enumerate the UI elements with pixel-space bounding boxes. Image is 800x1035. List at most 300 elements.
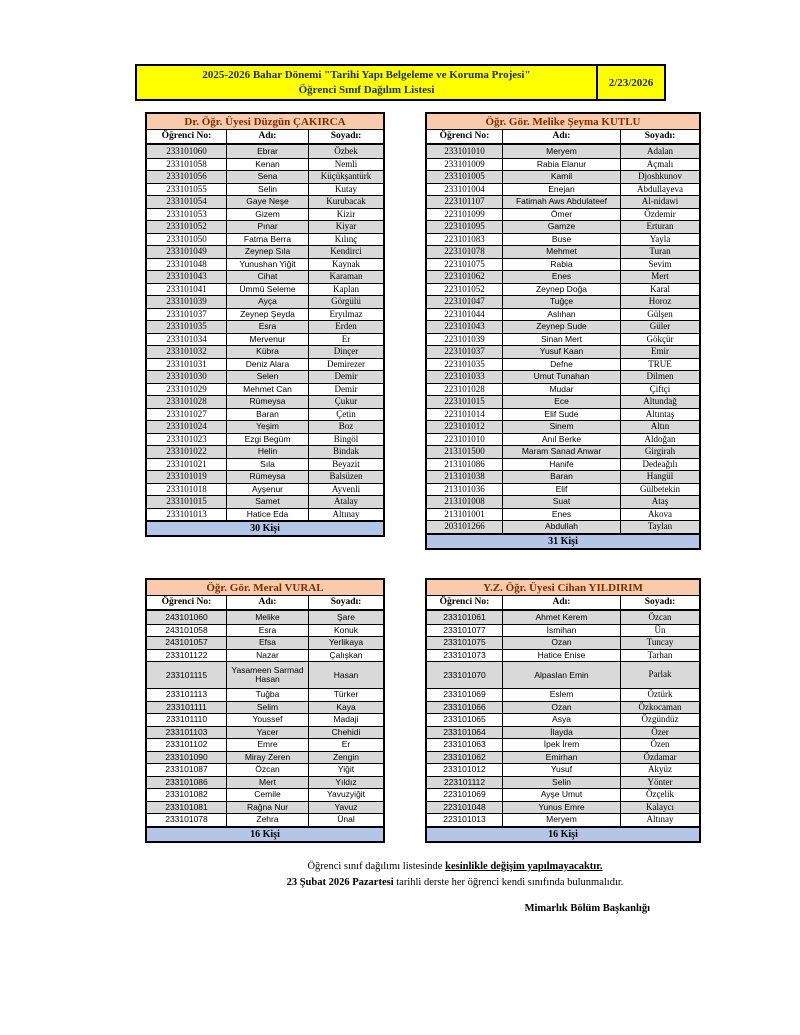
cell-no: 233101069: [427, 689, 503, 701]
cell-last: Kiyar: [335, 221, 357, 232]
cell-no: 233101063: [427, 739, 503, 751]
cell-last: Er: [341, 739, 351, 750]
class-table-kutlu: [425, 112, 701, 550]
column-header-last-name: Soyadı:: [644, 596, 676, 607]
cell-no: 233101018: [147, 484, 227, 496]
cell-first: Defne: [503, 359, 621, 371]
cell-no: 223101043: [427, 321, 503, 333]
table-row: [427, 813, 699, 826]
student-count-footer: 16 Kişi: [427, 826, 699, 841]
cell-no: 233101043: [147, 271, 227, 283]
cell-no: 223101069: [427, 789, 503, 801]
cell-no: 233101031: [147, 359, 227, 371]
cell-no: 233101061: [427, 611, 503, 624]
note-line-1-prefix: Öğrenci sınıf dağılımı listesinde: [307, 861, 446, 872]
cell-first: Cihat: [227, 271, 309, 283]
cell-last: Kılınç: [334, 233, 358, 244]
cell-last: Dilmen: [646, 371, 674, 382]
cell-last: Emir: [651, 346, 669, 357]
cell-no: 233101015: [147, 496, 227, 508]
table-row: [427, 636, 699, 649]
cell-no: 223101078: [427, 246, 503, 258]
cell-no: 223101062: [427, 271, 503, 283]
student-count-footer: 16 Kişi: [147, 826, 383, 841]
cell-last: TRUE: [648, 358, 672, 369]
cell-last: Özdamar: [643, 751, 677, 762]
cell-last: Dinçer: [333, 346, 359, 357]
cell-no: 233101081: [147, 802, 227, 814]
table-row: [147, 383, 383, 396]
cell-first: Mehmet: [503, 246, 621, 258]
cell-no: 233101019: [147, 471, 227, 483]
cell-no: 233101075: [427, 637, 503, 649]
cell-first: Ayşe Umut: [503, 789, 621, 801]
cell-no: 233101065: [427, 714, 503, 726]
cell-first: Selin: [503, 777, 621, 789]
cell-first: Anıl Berke: [503, 434, 621, 446]
student-count-footer: 31 Kişi: [427, 533, 699, 548]
cell-first: Samet: [227, 496, 309, 508]
column-header-last-name: Soyadı:: [330, 130, 362, 141]
cell-last: Hangül: [646, 471, 674, 482]
table-row: [427, 233, 699, 246]
cell-no: 223101044: [427, 309, 503, 321]
class-table-yildirim: [425, 578, 701, 843]
cell-no: 243101057: [147, 637, 227, 649]
cell-first: Baran: [227, 409, 309, 421]
cell-no: 233101052: [147, 221, 227, 233]
table-body: [147, 611, 383, 826]
table-row: [147, 688, 383, 701]
table-row: [147, 195, 383, 208]
table-header-row: [147, 596, 383, 611]
cell-last: Kizir: [336, 208, 356, 219]
table-row: [427, 649, 699, 662]
cell-last: Abdullayeva: [637, 183, 683, 194]
cell-no: 233101032: [147, 346, 227, 358]
table-row: [427, 801, 699, 814]
table-row: [427, 270, 699, 283]
cell-last: Aldoğan: [644, 433, 676, 444]
table-row: [427, 661, 699, 688]
cell-no: 233101050: [147, 234, 227, 246]
cell-no: 233101078: [147, 814, 227, 826]
cell-last: Zengin: [333, 751, 359, 762]
cell-first: Hatice Enise: [503, 650, 621, 662]
table-row: [147, 220, 383, 233]
cell-no: 233101039: [147, 296, 227, 308]
cell-last: Altın: [650, 421, 670, 432]
cell-first: Efsa: [227, 637, 309, 649]
cell-last: Gülbetekin: [640, 483, 680, 494]
table-row: [427, 345, 699, 358]
cell-first: İlayda: [503, 727, 621, 739]
cell-no: 233101070: [427, 662, 503, 688]
cell-last: Özen: [650, 739, 670, 750]
cell-first: Yunus Emre: [503, 802, 621, 814]
cell-last: Kendirci: [330, 246, 362, 257]
cell-no: 233101030: [147, 371, 227, 383]
cell-last: Turan: [649, 246, 671, 257]
cell-last: Yavuz: [334, 801, 358, 812]
column-header-student-no: Öğrenci No:: [147, 596, 227, 609]
cell-no: 243101058: [147, 625, 227, 637]
cell-no: 223101075: [427, 259, 503, 271]
cell-first: Zeynep Şeyda: [227, 309, 309, 321]
cell-last: Kutay: [335, 183, 357, 194]
cell-first: Youssef: [227, 714, 309, 726]
document-title-line1: 2025-2026 Bahar Dönemi "Tarihi Yapı Belgeleme ve Koruma Projesi": [202, 68, 531, 81]
cell-last: Mert: [651, 271, 669, 282]
table-row: [147, 801, 383, 814]
cell-no: 233101027: [147, 409, 227, 421]
table-row: [427, 420, 699, 433]
cell-no: 223101099: [427, 209, 503, 221]
table-row: [147, 508, 383, 521]
cell-last: Nemli: [334, 158, 358, 169]
cell-last: Yayla: [649, 233, 671, 244]
cell-first: Meryem: [503, 814, 621, 826]
cell-last: Kaya: [336, 701, 356, 712]
column-header-student-no: Öğrenci No:: [427, 130, 503, 143]
table-row: [427, 508, 699, 521]
cell-no: 213101038: [427, 471, 503, 483]
cell-first: Cemile: [227, 789, 309, 801]
cell-no: 233101077: [427, 625, 503, 637]
cell-first: Sinan Mert: [503, 334, 621, 346]
cell-first: Ece: [503, 396, 621, 408]
cell-first: Zeynep Sude: [503, 321, 621, 333]
cell-last: Horoz: [648, 296, 672, 307]
table-row: [147, 170, 383, 183]
cell-first: Alpaslan Emin: [503, 662, 621, 688]
class-table-vural: [145, 578, 385, 843]
cell-no: 213101086: [427, 459, 503, 471]
cell-no: 233101048: [147, 259, 227, 271]
cell-last: Yavuzyiğit: [326, 789, 366, 800]
table-row: [147, 483, 383, 496]
cell-last: Adalan: [647, 145, 673, 156]
cell-last: Konuk: [333, 624, 359, 635]
table-row: [427, 701, 699, 714]
table-row: [427, 483, 699, 496]
cell-first: Gamze: [503, 221, 621, 233]
cell-no: 223101047: [427, 296, 503, 308]
cell-first: Esra: [227, 321, 309, 333]
table-row: [147, 320, 383, 333]
cell-first: Zeynep Doğa: [503, 284, 621, 296]
cell-no: 233101062: [427, 752, 503, 764]
table-row: [147, 445, 383, 458]
table-row: [427, 320, 699, 333]
cell-last: Karal: [650, 283, 670, 294]
cell-no: 233101041: [147, 284, 227, 296]
column-header-first-name: Adı:: [227, 596, 309, 609]
table-row: [147, 701, 383, 714]
cell-last: Özdemir: [644, 208, 676, 219]
cell-no: 233101087: [147, 764, 227, 776]
cell-last: Altınay: [332, 508, 360, 519]
cell-no: 233101049: [147, 246, 227, 258]
table-row: [427, 520, 699, 533]
cell-no: 233101058: [147, 159, 227, 171]
table-row: [147, 649, 383, 662]
cell-last: Hasan: [333, 669, 359, 680]
cell-no: 233101111: [147, 702, 227, 714]
cell-no: 233101060: [147, 145, 227, 158]
table-row: [427, 333, 699, 346]
cell-no: 233101013: [147, 509, 227, 521]
cell-first: Hatice Eda: [227, 509, 309, 521]
cell-no: 233101055: [147, 184, 227, 196]
table-row: [147, 713, 383, 726]
cell-last: Eryılmaz: [329, 308, 363, 319]
cell-first: Suat: [503, 496, 621, 508]
table-row: [427, 611, 699, 624]
cell-no: 233101073: [427, 650, 503, 662]
table-row: [147, 751, 383, 764]
cell-last: Girgirah: [644, 446, 676, 457]
table-header-row: [427, 596, 699, 611]
cell-first: Yusuf Kaan: [503, 346, 621, 358]
department-signature: Mimarlık Bölüm Başkanlığı: [524, 903, 650, 914]
table-row: [427, 458, 699, 471]
cell-first: Mehmet Can: [227, 384, 309, 396]
table-row: [147, 813, 383, 826]
cell-first: Elif: [503, 484, 621, 496]
cell-last: Kaynak: [332, 258, 360, 269]
document-date: 2/23/2026: [608, 76, 654, 89]
cell-first: İsmihan: [503, 625, 621, 637]
cell-last: Görgülü: [331, 296, 361, 307]
cell-first: Yasameen Sarmad Hasan: [227, 662, 309, 688]
cell-last: Türker: [333, 689, 359, 700]
table-row: [147, 370, 383, 383]
table-row: [427, 763, 699, 776]
cell-no: 223101014: [427, 409, 503, 421]
cell-no: 203101266: [427, 521, 503, 533]
cell-no: 233101056: [147, 171, 227, 183]
cell-last: Şare: [337, 611, 355, 622]
cell-no: 223101052: [427, 284, 503, 296]
cell-first: Selim: [227, 702, 309, 714]
cell-first: Meryem: [503, 145, 621, 158]
table-row: [427, 195, 699, 208]
class-table-cakirca: [145, 112, 385, 537]
cell-last: Özcan: [648, 611, 672, 622]
cell-first: Nazar: [227, 650, 309, 662]
table-row: [147, 495, 383, 508]
cell-last: Tuncay: [646, 637, 674, 648]
cell-no: 223101028: [427, 384, 503, 396]
cell-no: 233101029: [147, 384, 227, 396]
cell-last: Sevim: [648, 258, 672, 269]
table-row: [427, 158, 699, 171]
cell-first: Ezgi Begüm: [227, 434, 309, 446]
cell-last: Erden: [335, 321, 357, 332]
cell-no: 233101037: [147, 309, 227, 321]
note-line-1-emphasis: kesinlikle değişim yapılmayacaktır.: [445, 861, 603, 872]
table-row: [147, 611, 383, 624]
table-row: [427, 383, 699, 396]
cell-no: 223101010: [427, 434, 503, 446]
note-line-2-date: 23 Şubat 2026 Pazartesi: [286, 877, 394, 888]
cell-no: 223101095: [427, 221, 503, 233]
cell-first: Enejan: [503, 184, 621, 196]
cell-no: 233101028: [147, 396, 227, 408]
table-row: [427, 495, 699, 508]
cell-first: Melike: [227, 611, 309, 624]
cell-no: 233101115: [147, 662, 227, 688]
cell-no: 233101010: [427, 145, 503, 158]
cell-first: Buse: [503, 234, 621, 246]
cell-no: 223101012: [427, 421, 503, 433]
cell-no: 233101034: [147, 334, 227, 346]
cell-last: Küçükşantürk: [320, 171, 372, 182]
table-row: [147, 145, 383, 158]
cell-first: Sıla: [227, 459, 309, 471]
cell-first: Baran: [503, 471, 621, 483]
cell-last: Gülşen: [647, 308, 673, 319]
cell-no: 223101037: [427, 346, 503, 358]
cell-no: 233101023: [147, 434, 227, 446]
cell-last: Djoshkunov: [637, 171, 682, 182]
table-row: [147, 395, 383, 408]
table-row: [147, 408, 383, 421]
cell-no: 243101060: [147, 611, 227, 624]
table-row: [147, 726, 383, 739]
cell-no: 213101008: [427, 496, 503, 508]
cell-no: 233101021: [147, 459, 227, 471]
cell-last: Bingöl: [333, 433, 359, 444]
cell-no: 233101009: [427, 159, 503, 171]
table-row: [147, 624, 383, 637]
cell-first: Ayça: [227, 296, 309, 308]
table-row: [147, 738, 383, 751]
cell-last: Akyüz: [648, 764, 672, 775]
cell-first: Tuğçe: [503, 296, 621, 308]
cell-last: Beyazit: [332, 458, 360, 469]
table-row: [147, 295, 383, 308]
cell-first: İpek İrem: [503, 739, 621, 751]
table-row: [427, 726, 699, 739]
cell-last: Er: [341, 333, 351, 344]
table-row: [147, 661, 383, 688]
table-row: [427, 295, 699, 308]
cell-last: Dedeağılı: [642, 458, 678, 469]
cell-last: Erturan: [646, 221, 674, 232]
cell-last: Al-nidawi: [641, 196, 679, 207]
cell-no: 233101035: [147, 321, 227, 333]
cell-no: 223101039: [427, 334, 503, 346]
cell-first: Rümeysa: [227, 471, 309, 483]
cell-first: Yacer: [227, 727, 309, 739]
table-row: [147, 333, 383, 346]
cell-no: 233101082: [147, 789, 227, 801]
cell-last: Gökçür: [646, 333, 674, 344]
table-row: [427, 788, 699, 801]
cell-last: Parlak: [648, 669, 672, 680]
table-row: [147, 258, 383, 271]
table-row: [147, 158, 383, 171]
cell-no: 233101113: [147, 689, 227, 701]
cell-first: Selin: [227, 184, 309, 196]
cell-first: Zeynep Sıla: [227, 246, 309, 258]
cell-first: Umut Tunahan: [503, 371, 621, 383]
cell-no: 223101035: [427, 359, 503, 371]
cell-first: Maram Sanad Anwar: [503, 446, 621, 458]
cell-last: Karaman: [329, 271, 363, 282]
cell-first: Fatimah Aws Abdulateef: [503, 196, 621, 208]
cell-last: Boz: [338, 421, 354, 432]
cell-no: 213101036: [427, 484, 503, 496]
table-row: [147, 458, 383, 471]
cell-no: 233101090: [147, 752, 227, 764]
cell-no: 223101033: [427, 371, 503, 383]
cell-first: Ozan: [503, 702, 621, 714]
cell-first: Pınar: [227, 221, 309, 233]
cell-no: 233101024: [147, 421, 227, 433]
table-header-row: [427, 130, 699, 145]
cell-last: Altınay: [646, 814, 674, 825]
table-row: [147, 776, 383, 789]
cell-first: Rümeysa: [227, 396, 309, 408]
cell-no: 233101102: [147, 739, 227, 751]
note-line-2-suffix: tarihli derste her öğrenci kendi sınıfında bulunmalıdır.: [393, 877, 624, 888]
cell-first: Enes: [503, 509, 621, 521]
cell-no: 233101066: [427, 702, 503, 714]
cell-last: Tarhan: [647, 649, 673, 660]
cell-first: Hanife: [503, 459, 621, 471]
table-row: [147, 358, 383, 371]
cell-first: Yeşim: [227, 421, 309, 433]
cell-first: Ümmü Seleme: [227, 284, 309, 296]
cell-first: Helin: [227, 446, 309, 458]
cell-first: Esra: [227, 625, 309, 637]
cell-no: 233101054: [147, 196, 227, 208]
cell-last: Altundağ: [643, 396, 677, 407]
cell-first: Ebrar: [227, 145, 309, 158]
table-row: [427, 751, 699, 764]
cell-first: Gaye Neşe: [227, 196, 309, 208]
table-row: [427, 283, 699, 296]
cell-first: Emirhan: [503, 752, 621, 764]
table-row: [147, 345, 383, 358]
cell-last: Yıldız: [335, 776, 357, 787]
cell-last: Altıntaş: [645, 408, 675, 419]
table-row: [427, 738, 699, 751]
cell-last: Kaplan: [333, 283, 359, 294]
cell-last: Madaji: [333, 714, 359, 725]
cell-no: 223101107: [427, 196, 503, 208]
cell-last: Ün: [654, 624, 666, 635]
cell-no: 233101122: [147, 650, 227, 662]
cell-first: Ömer: [503, 209, 621, 221]
cell-first: Ahmet Kerem: [503, 611, 621, 624]
cell-last: Özkocaman: [638, 701, 682, 712]
table-row: [147, 788, 383, 801]
cell-no: 233101064: [427, 727, 503, 739]
cell-last: Ünal: [337, 814, 355, 825]
table-row: [427, 245, 699, 258]
cell-first: Fatma Berra: [227, 234, 309, 246]
cell-first: Sena: [227, 171, 309, 183]
table-row: [147, 433, 383, 446]
cell-last: Çiftçi: [649, 383, 671, 394]
cell-last: Balsüzen: [329, 471, 363, 482]
cell-no: 233101005: [427, 171, 503, 183]
cell-last: Özer: [651, 726, 669, 737]
